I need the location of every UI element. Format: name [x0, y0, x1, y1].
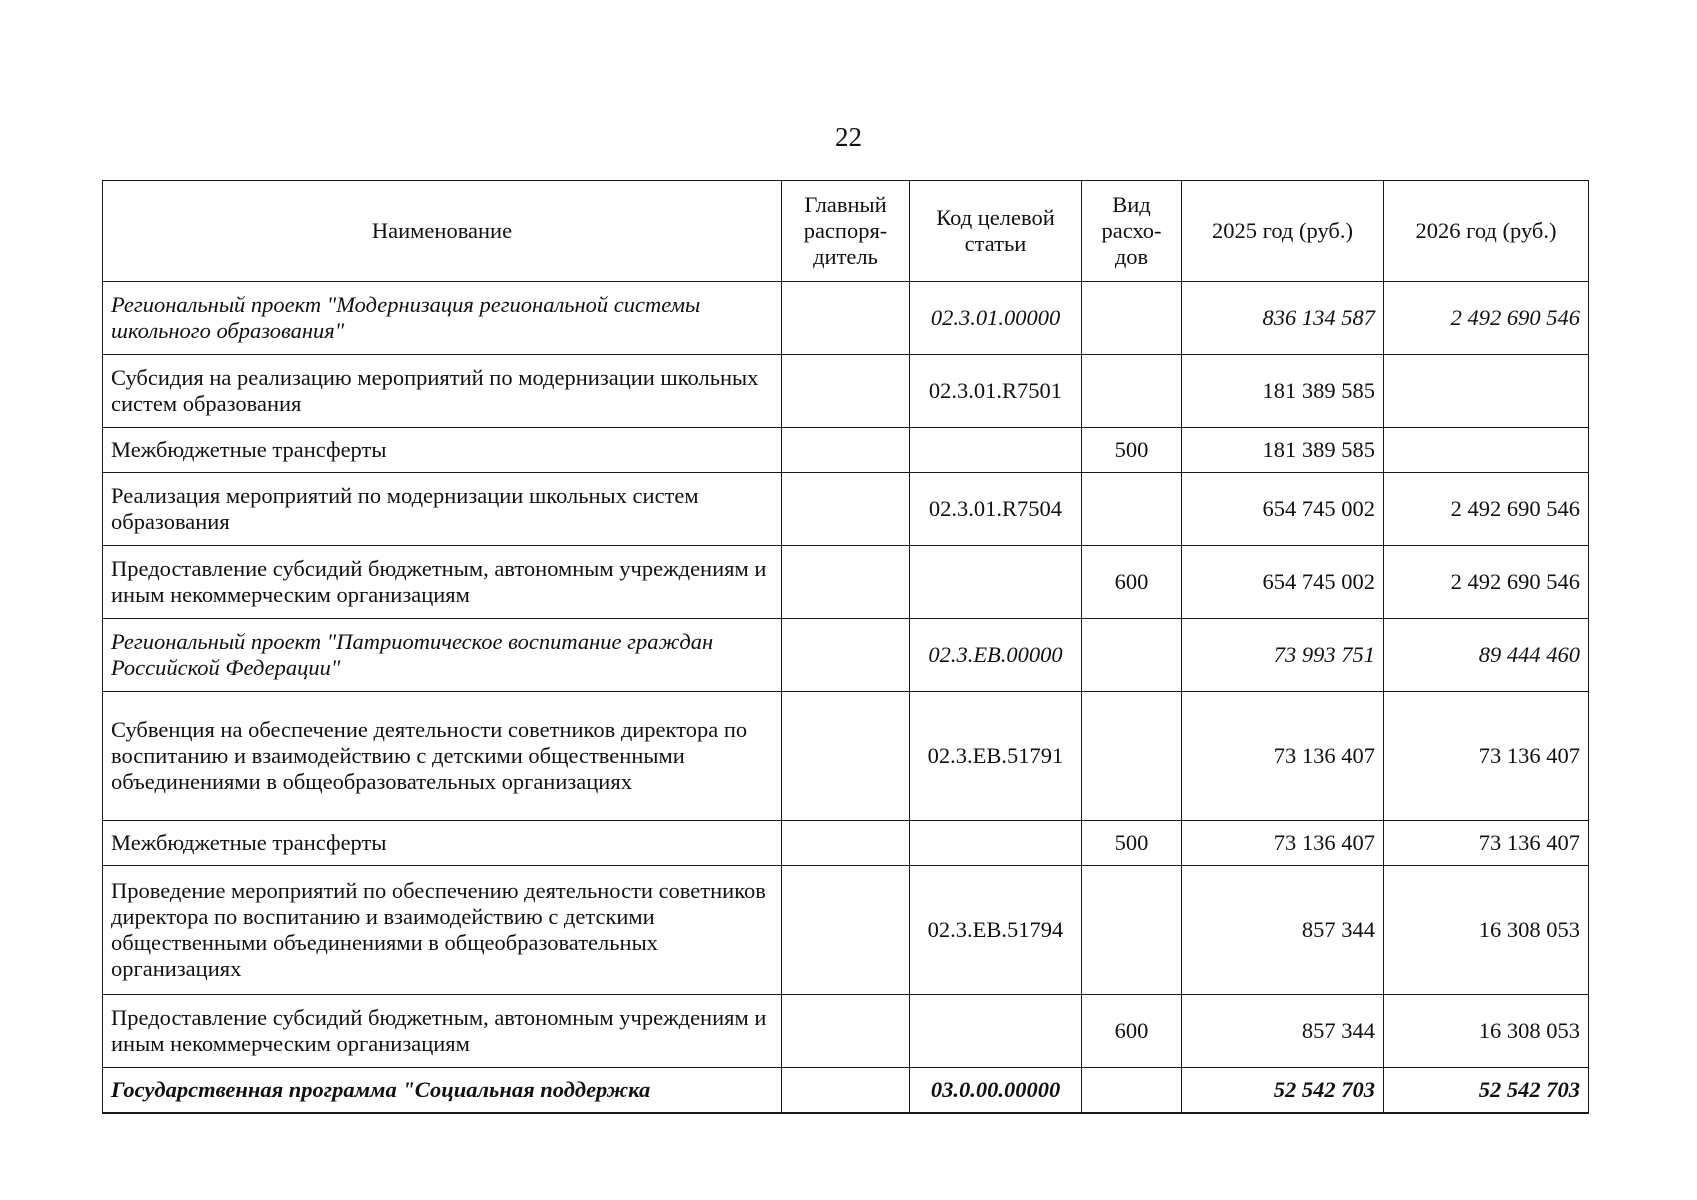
table-body	[103, 282, 1589, 1114]
cell-2026: 73 136 407	[1384, 821, 1589, 866]
cell-2026	[1384, 428, 1589, 473]
cell-chief	[782, 282, 910, 355]
cell-2025: 52 542 703	[1182, 1068, 1384, 1114]
cell-name: Предоставление субсидий бюджетным, автономным учреждениям и иным некоммерческим организациям	[103, 546, 782, 619]
cell-2025: 73 993 751	[1182, 619, 1384, 692]
cell-chief	[782, 995, 910, 1068]
table-row	[103, 1068, 1589, 1114]
cell-name: Проведение мероприятий по обеспечению деятельности советников директора по воспитанию и взаимодействию с детскими общественными объединениями в общеобразовательных организациях	[103, 866, 782, 995]
header-type: Вид расхо-дов	[1082, 181, 1182, 282]
cell-2025: 654 745 002	[1182, 473, 1384, 546]
cell-2026: 89 444 460	[1384, 619, 1589, 692]
cell-type	[1082, 355, 1182, 428]
cell-code: 03.0.00.00000	[910, 1068, 1082, 1114]
cell-2025: 857 344	[1182, 866, 1384, 995]
cell-2026: 2 492 690 546	[1384, 282, 1589, 355]
cell-type	[1082, 619, 1182, 692]
cell-2026	[1384, 355, 1589, 428]
table-row	[103, 821, 1589, 866]
cell-chief	[782, 428, 910, 473]
cell-code	[910, 546, 1082, 619]
cell-chief	[782, 355, 910, 428]
cell-name: Субсидия на реализацию мероприятий по модернизации школьных систем образования	[103, 355, 782, 428]
cell-code: 02.3.01.00000	[910, 282, 1082, 355]
cell-type	[1082, 866, 1182, 995]
table-row	[103, 473, 1589, 546]
cell-type: 500	[1082, 821, 1182, 866]
header-name: Наименование	[103, 181, 782, 282]
cell-2026: 52 542 703	[1384, 1068, 1589, 1114]
table-header	[103, 181, 1589, 282]
cell-2025: 654 745 002	[1182, 546, 1384, 619]
cell-chief	[782, 619, 910, 692]
cell-type: 600	[1082, 995, 1182, 1068]
cell-name: Межбюджетные трансферты	[103, 428, 782, 473]
cell-2026: 73 136 407	[1384, 692, 1589, 821]
cell-2026: 16 308 053	[1384, 866, 1589, 995]
cell-2026: 2 492 690 546	[1384, 473, 1589, 546]
cell-name: Региональный проект "Модернизация региональной системы школьного образования"	[103, 282, 782, 355]
cell-code: 02.3.ЕВ.51791	[910, 692, 1082, 821]
header-2026: 2026 год (руб.)	[1384, 181, 1589, 282]
header-row	[103, 181, 1589, 282]
cell-name: Государственная программа "Социальная поддержка	[103, 1068, 782, 1114]
cell-code	[910, 821, 1082, 866]
table-row	[103, 619, 1589, 692]
budget-table	[102, 180, 1589, 1114]
cell-name: Реализация мероприятий по модернизации школьных систем образования	[103, 473, 782, 546]
cell-chief	[782, 692, 910, 821]
cell-2026: 2 492 690 546	[1384, 546, 1589, 619]
cell-code: 02.3.01.R7501	[910, 355, 1082, 428]
table-row	[103, 282, 1589, 355]
cell-name: Межбюджетные трансферты	[103, 821, 782, 866]
table-row	[103, 428, 1589, 473]
cell-2025: 857 344	[1182, 995, 1384, 1068]
table-row	[103, 995, 1589, 1068]
header-code: Код целевой статьи	[910, 181, 1082, 282]
cell-chief	[782, 866, 910, 995]
header-2025: 2025 год (руб.)	[1182, 181, 1384, 282]
cell-code	[910, 428, 1082, 473]
cell-type	[1082, 473, 1182, 546]
page-number: 22	[835, 122, 862, 152]
cell-type: 600	[1082, 546, 1182, 619]
table-row	[103, 866, 1589, 995]
table-row	[103, 355, 1589, 428]
cell-2025: 836 134 587	[1182, 282, 1384, 355]
cell-2025: 181 389 585	[1182, 355, 1384, 428]
cell-name: Региональный проект "Патриотическое воспитание граждан Российской Федерации"	[103, 619, 782, 692]
cell-code	[910, 995, 1082, 1068]
cell-type	[1082, 282, 1182, 355]
cell-chief	[782, 821, 910, 866]
cell-2025: 181 389 585	[1182, 428, 1384, 473]
cell-2026: 16 308 053	[1384, 995, 1589, 1068]
cell-type	[1082, 1068, 1182, 1114]
cell-chief	[782, 473, 910, 546]
cell-type	[1082, 692, 1182, 821]
cell-code: 02.3.ЕВ.00000	[910, 619, 1082, 692]
cell-code: 02.3.ЕВ.51794	[910, 866, 1082, 995]
cell-type: 500	[1082, 428, 1182, 473]
header-chief: Главный распоря-дитель	[782, 181, 910, 282]
cell-code: 02.3.01.R7504	[910, 473, 1082, 546]
cell-chief	[782, 1068, 910, 1114]
cell-name: Субвенция на обеспечение деятельности советников директора по воспитанию и взаимодействию с детскими общественными объединениями в общеобразовательных организациях	[103, 692, 782, 821]
table-row	[103, 692, 1589, 821]
cell-2025: 73 136 407	[1182, 821, 1384, 866]
table-row	[103, 546, 1589, 619]
cell-chief	[782, 546, 910, 619]
cell-2025: 73 136 407	[1182, 692, 1384, 821]
cell-name: Предоставление субсидий бюджетным, автономным учреждениям и иным некоммерческим организациям	[103, 995, 782, 1068]
